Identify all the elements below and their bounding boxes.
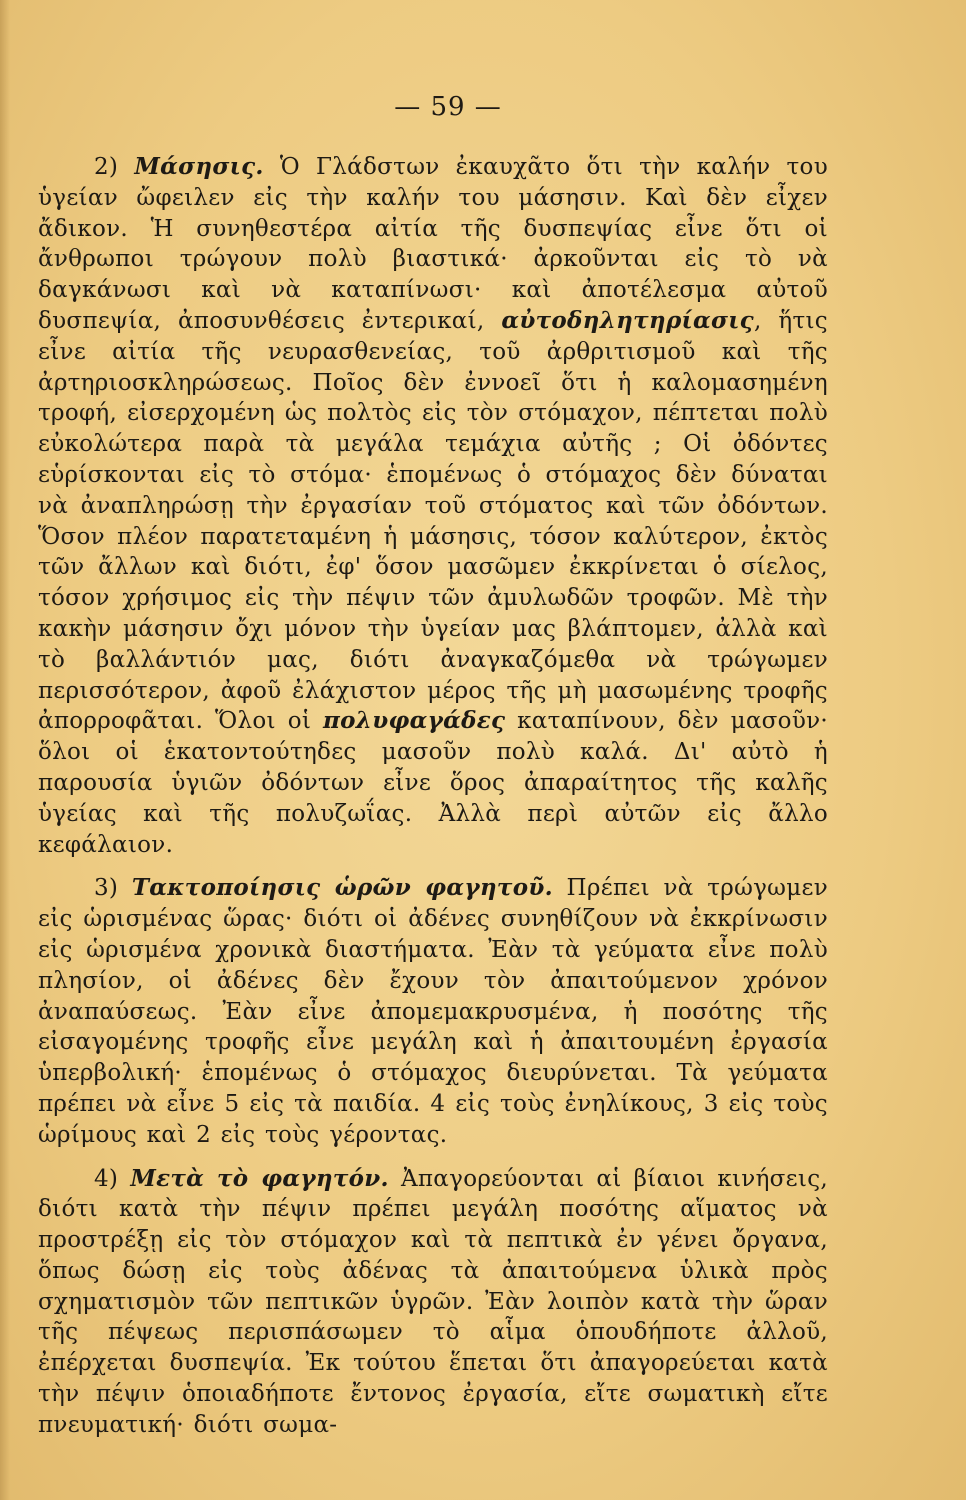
section-chewing xyxy=(38,152,828,860)
text-segment: καταπίνουν, δὲν μασοῦν· ὅλοι οἱ ἑκατοντούτηδες μασοῦν πολὺ καλά. Δι' αὐτὸ ἡ παρουσία ὑγιῶν ὀδόντων εἶνε ὅρος ἀπαραίτητος τῆς καλῆς ὑγείας καὶ τῆς πολυζωΐας. Ἀλλὰ περὶ αὐτῶν εἰς ἄλλο κεφάλαιον. xyxy=(38,708,828,858)
section-heading: Τακτοποίησις ὡρῶν φαγητοῦ. xyxy=(131,874,553,902)
section-number: 2) xyxy=(94,154,119,180)
section-heading: Μετὰ τὸ φαγητόν. xyxy=(130,1164,389,1192)
text-segment: Ὁ Γλάδστων ἐκαυχᾶτο ὅτι τὴν καλήν του ὑγείαν ὤφειλεν εἰς τὴν καλήν του μάσησιν. Καὶ δὲν εἶχεν ἄδικον. Ἡ συνηθεστέρα αἰτία τῆς δυσπεψίας εἶνε ὅτι οἱ ἄνθρωποι τρώγουν πολὺ βιαστικά· ἀρκοῦνται εἰς τὸ νὰ δαγκάνωσι καὶ νὰ καταπίνωσι· καὶ ἀποτέλεσμα αὐτοῦ δυσπεψία, ἀποσυνθέσεις ἐντερικαί, xyxy=(38,154,828,334)
section-meal-times xyxy=(38,873,828,1150)
text-segment: , ἥτις εἶνε αἰτία τῆς νευρασθενείας, τοῦ ἀρθριτισμοῦ καὶ τῆς ἀρτηριοσκληρώσεως. Ποῖος δὲν ἐννοεῖ ὅτι ἡ καλομασημένη τροφή, εἰσερχομένη ὡς πολτὸς εἰς τὸν στόμαχον, πέπτεται πολὺ εὐκολώτερα παρὰ τὰ μεγάλα τεμάχια αὐτῆς ; Οἱ ὀδόντες εὑρίσκονται εἰς τὸ στόμα· ἑπομένως ὁ στόμαχος δὲν δύναται νὰ ἀναπληρώσῃ τὴν ἐργασίαν τοῦ στόματος καὶ τῶν ὀδόντων. Ὅσον πλέον παρατεταμένη ἡ μάσησις, τόσον καλύτερον, ἐκτὸς τῶν ἄλλων καὶ διότι, ἐφ' ὅσον μασῶμεν ἐκκρίνεται ὁ σίελος, τόσον χρήσιμος εἰς τὴν πέψιν τῶν ἀμυλωδῶν τροφῶν. Μὲ τὴν κακὴν μάσησιν ὄχι μόνον τὴν ὑγείαν μας βλάπτομεν, ἀλλὰ καὶ τὸ βαλλάντιόν μας, διότι ἀναγκαζόμεθα νὰ τρώγωμεν περισσότερον, ἀφοῦ ἐλάχιστον μέρος τῆς μὴ μασωμένης τροφῆς ἀπορροφᾶται. Ὅλοι οἱ xyxy=(38,307,828,735)
page-number: — 59 — xyxy=(394,92,502,122)
text-segment: Ἀπαγορεύονται αἱ βίαιοι κινήσεις, διότι κατὰ τὴν πέψιν πρέπει μεγάλη ποσότης αἵματος νὰ προστρέξῃ εἰς τὸν στόμαχον καὶ τὰ πεπτικὰ ἐν γένει ὄργανα, ὅπως δώσῃ εἰς τοὺς ἀδένας τὰ ἀπαιτούμενα ὑλικὰ πρὸς σχηματισμὸν τῶν πεπτικῶν ὑγρῶν. Ἐὰν λοιπὸν κατὰ τὴν ὥραν τῆς πέψεως περισπάσωμεν τὸ αἷμα ὁπουδήποτε ἀλλοῦ, ἐπέρχεται δυσπεψία. Ἐκ τούτου ἕπεται ὅτι ἀπαγορεύεται κατὰ τὴν πέψιν ὁποιαδήποτε ἔντονος ἐργασία, εἴτε σωματικὴ εἴτε πνευματική· διότι σωμα- xyxy=(38,1165,828,1438)
section-heading: Μάσησις. xyxy=(134,153,264,180)
section-number: 4) xyxy=(94,1165,119,1192)
emphasized-term: πολυφαγάδες xyxy=(323,707,506,735)
book-page xyxy=(38,92,828,1441)
text-segment: Πρέπει νὰ τρώγωμεν εἰς ὡρισμένας ὥρας· διότι οἱ ἀδένες συνηθίζουν νὰ ἐκκρίνωσιν εἰς ὡρισμένα χρονικὰ διαστήματα. Ἐὰν τὰ γεύματα εἶνε πολὺ πλησίον, οἱ ἀδένες δὲν ἔχουν τὸν ἀπαιτούμενον χρόνον ἀναπαύσεως. Ἐὰν εἶνε ἀπομεμακρυσμένα, ἡ ποσότης τῆς εἰσαγομένης τροφῆς εἶνε μεγάλη καὶ ἡ ἀπαιτουμένη ἐργασία ὑπερβολική· ἑπομένως ὁ στόμαχος διευρύνεται. Τὰ γεύματα πρέπει νὰ εἶνε 5 εἰς τὰ παιδία. 4 εἰς τοὺς ἐνηλίκους, 3 εἰς τοὺς ὡρίμους καὶ 2 εἰς τοὺς γέροντας. xyxy=(38,875,828,1148)
page-edge-shadow xyxy=(0,0,10,1500)
emphasized-term: αὐτοδηλητηρίασις xyxy=(501,306,754,334)
section-after-meal xyxy=(38,1164,828,1441)
section-number: 3) xyxy=(94,875,119,902)
